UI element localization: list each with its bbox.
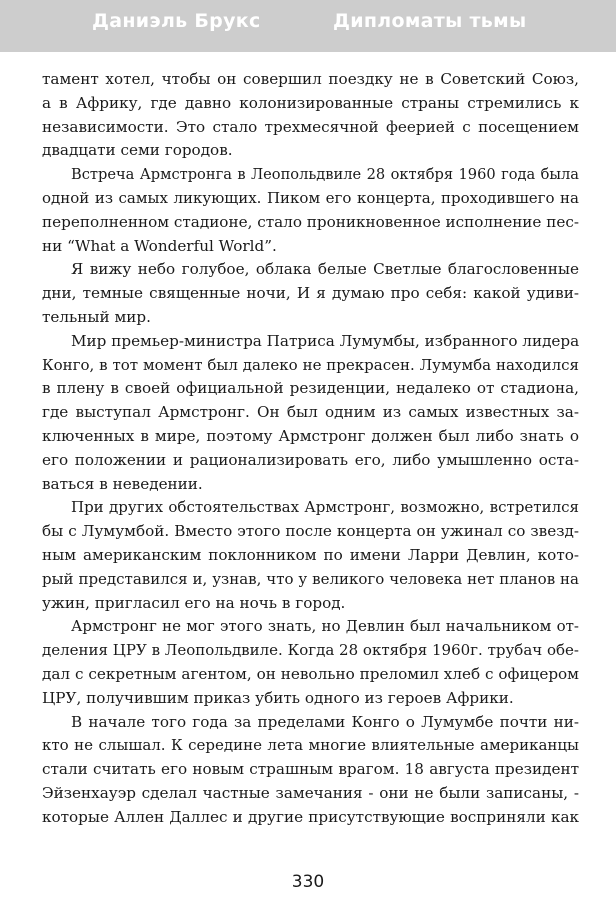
text-line: рый представился и, узнав, что у великого человека нет планов на — [42, 569, 579, 588]
text-line: Эйзенхауэр сделал частные замечания - они не были записаны, - — [42, 783, 579, 802]
text-line: которые Аллен Даллес и другие присутствующие восприняли как — [42, 807, 579, 826]
paragraph-4 — [42, 330, 579, 497]
running-header — [0, 0, 616, 52]
text-line: Мир премьер-министра Патриса Лумумбы, избранного лидера — [71, 331, 579, 350]
text-line: Я вижу небо голубое, облака белые Светлые благословенные — [71, 260, 579, 279]
text-line: двадцати семи городов. — [42, 141, 233, 160]
text-line: Встреча Армстронга в Леопольдвиле 28 октября 1960 года была — [71, 166, 579, 184]
header-author: Даниэль Брукс — [92, 10, 261, 32]
text-line: При других обстоятельствах Армстронг, возможно, встретился — [71, 498, 579, 517]
paragraph-2 — [42, 163, 579, 258]
paragraph-6 — [42, 615, 579, 710]
text-line: бы с Лумумбой. Вместо этого после концерта он ужинал со звезд- — [42, 522, 579, 541]
paragraph-1 — [42, 68, 579, 163]
paragraph-7 — [42, 711, 579, 830]
text-line: кто не слышал. К середине лета многие влиятельные американцы — [42, 736, 579, 755]
text-line: тельный мир. — [42, 307, 151, 326]
text-line: а в Африку, где давно колонизированные страны стремились к — [42, 93, 579, 112]
text-line: ным американским поклонником по имени Ларри Девлин, кото- — [42, 545, 579, 564]
text-line: В начале того года за пределами Конго о Лумумбе почти ни- — [71, 712, 579, 731]
text-line: ни “What a Wonderful World”. — [42, 236, 277, 255]
text-line: где выступал Армстронг. Он был одним из самых известных за- — [42, 403, 579, 422]
body-text — [42, 68, 579, 830]
text-line: дал с секретным агентом, он невольно преломил хлеб с офицером — [42, 664, 579, 683]
paragraph-3 — [42, 258, 579, 329]
text-line: его положении и рационализировать его, либо умышленно оста- — [42, 450, 579, 469]
paragraph-5 — [42, 496, 579, 615]
text-line: ЦРУ, получившим приказ убить одного из героев Африки. — [42, 688, 514, 707]
text-line: независимости. Это стало трехмесячной феерией с посещением — [42, 117, 579, 136]
text-line: деления ЦРУ в Леопольдвиле. Когда 28 октября 1960г. трубач обе- — [42, 641, 579, 660]
text-line: одной из самых ликующих. Пиком его концерта, проходившего на — [42, 188, 579, 207]
text-line: Конго, в тот момент был далеко не прекрасен. Лумумба находился — [42, 355, 579, 374]
text-line: ключенных в мире, поэтому Армстронг должен был либо знать о — [42, 426, 579, 445]
header-book-title: Дипломаты тьмы — [333, 10, 527, 32]
text-line: стали считать его новым страшным врагом. 18 августа президент — [42, 760, 579, 779]
text-line: тамент хотел, чтобы он совершил поездку не в Советский Союз, — [42, 70, 579, 88]
text-line: Армстронг не мог этого знать, но Девлин был начальником от- — [71, 617, 579, 636]
text-line: переполненном стадионе, стало проникновенное исполнение пес- — [42, 212, 579, 231]
text-line: дни, темные священные ночи, И я думаю про себя: какой удиви- — [42, 284, 579, 303]
text-line: в плену в своей официальной резиденции, недалеко от стадиона, — [42, 379, 579, 398]
page-number: 330 — [291, 872, 325, 892]
text-line: ужин, пригласил его на ночь в город. — [42, 593, 346, 612]
text-line: ваться в неведении. — [42, 474, 203, 493]
